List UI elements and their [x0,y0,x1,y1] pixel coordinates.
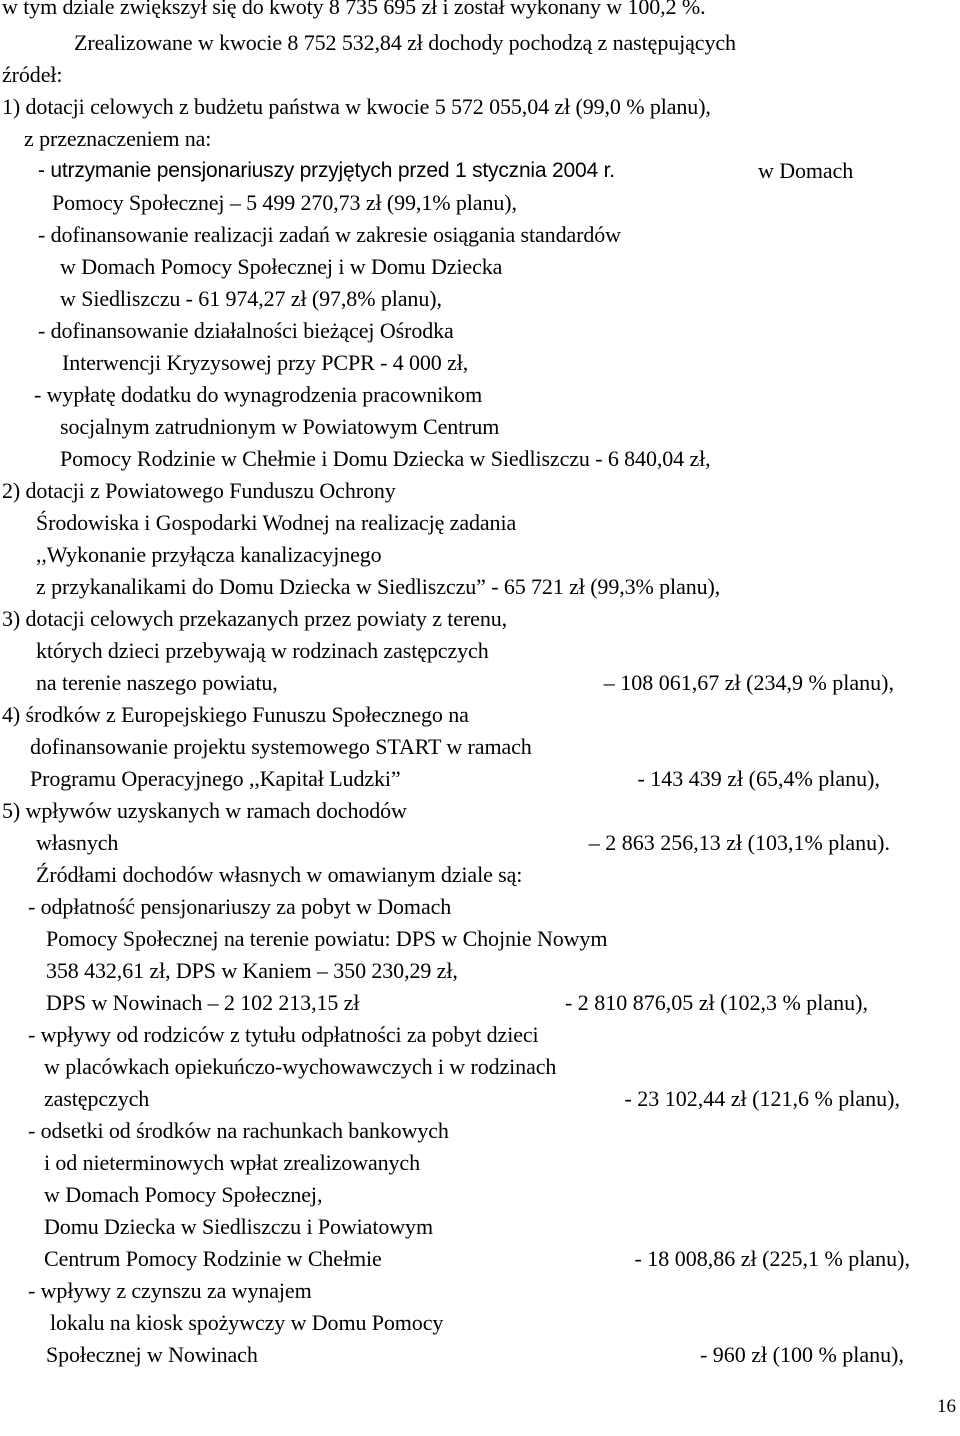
amount-text: - 143 439 zł (65,4% planu), [637,766,880,791]
text-line: - utrzymanie pensjonariuszy przyjętych przed 1 stycznia 2004 r. [38,159,615,182]
amount-text: - 960 zł (100 % planu), [699,1342,904,1367]
text-line: Pomocy Rodzinie w Chełmie i Domu Dziecka w Siedliszczu - 6 840,04 zł, [60,446,711,471]
text-line: - odpłatność pensjonariuszy za pobyt w Domach [28,894,452,919]
text-line: w tym dziale zwiększył się do kwoty 8 735 695 zł i został wykonany w 100,2 %. [2,0,706,19]
amount-text: - 2 810 876,05 zł (102,3 % planu), [564,990,868,1015]
text-line: na terenie naszego powiatu, [36,670,278,695]
text-line: 358 432,61 zł, DPS w Kaniem – 350 230,29 zł, [46,958,458,983]
text-line: w Domach Pomocy Społecznej i w Domu Dziecka [60,254,503,279]
text-line: ,,Wykonanie przyłącza kanalizacyjnego [36,542,382,567]
amount-text: – 2 863 256,13 zł (103,1% planu). [588,830,890,855]
amount-text: – 108 061,67 zł (234,9 % planu), [603,670,894,695]
text-line: w Siedliszczu - 61 974,27 zł (97,8% planu), [60,286,442,311]
text-line: źródeł: [2,62,63,87]
text-line: własnych [36,830,119,855]
text-line: z przeznaczeniem na: [24,126,212,151]
amount-text: - 23 102,44 zł (121,6 % planu), [624,1086,900,1111]
text-line: Pomocy Społecznej na terenie powiatu: DPS w Chojnie Nowym [46,926,608,951]
text-line: Społecznej w Nowinach [46,1342,258,1367]
text-line: - wpływy z czynszu za wynajem [28,1278,312,1303]
text-line: w placówkach opiekuńczo-wychowawczych i w rodzinach [44,1054,557,1079]
text-line: Pomocy Społecznej – 5 499 270,73 zł (99,1% planu), [52,190,517,215]
text-line: w Domach [758,158,854,183]
text-line: lokalu na kiosk spożywczy w Domu Pomocy [50,1310,444,1335]
text-line: - dofinansowanie realizacji zadań w zakresie osiągania standardów [38,222,621,247]
text-line: - wypłatę dodatku do wynagrodzenia pracownikom [34,382,483,407]
text-line: - dofinansowanie działalności bieżącej Ośrodka [38,318,454,343]
text-line: dofinansowanie projektu systemowego START w ramach [30,734,532,759]
text-line: 2) dotacji z Powiatowego Funduszu Ochrony [2,478,396,503]
text-line: socjalnym zatrudnionym w Powiatowym Centrum [60,414,500,439]
text-line: i od nieterminowych wpłat zrealizowanych [44,1150,420,1175]
text-line: Programu Operacyjnego ,,Kapitał Ludzki” [30,766,401,791]
text-line: DPS w Nowinach – 2 102 213,15 zł [46,990,360,1015]
text-line: 3) dotacji celowych przekazanych przez powiaty z terenu, [2,606,508,631]
text-line: w Domach Pomocy Społecznej, [44,1182,323,1207]
page-number: 16 [937,1396,956,1417]
text-line: Centrum Pomocy Rodzinie w Chełmie [44,1246,382,1271]
text-line: 1) dotacji celowych z budżetu państwa w kwocie 5 572 055,04 zł (99,0 % planu), [2,94,711,119]
text-line: - wpływy od rodziców z tytułu odpłatności za pobyt dzieci [28,1022,539,1047]
text-line: - odsetki od środków na rachunkach bankowych [28,1118,449,1143]
text-line: 5) wpływów uzyskanych w ramach dochodów [2,798,407,823]
text-line: z przykanalikami do Domu Dziecka w Siedliszczu” - 65 721 zł (99,3% planu), [36,574,721,599]
text-line: zastępczych [44,1086,150,1111]
text-line: Interwencji Kryzysowej przy PCPR - 4 000 zł, [62,350,469,375]
text-line: Domu Dziecka w Siedliszczu i Powiatowym [44,1214,433,1239]
amount-text: - 18 008,86 zł (225,1 % planu), [634,1246,910,1271]
text-line: 4) środków z Europejskiego Funuszu Społecznego na [2,702,469,727]
text-line: których dzieci przebywają w rodzinach zastępczych [36,638,489,663]
text-line: Źródłami dochodów własnych w omawianym dziale są: [36,862,523,887]
text-line: Środowiska i Gospodarki Wodnej na realizację zadania [36,510,517,535]
text-line: Zrealizowane w kwocie 8 752 532,84 zł dochody pochodzą z następujących [74,30,736,55]
